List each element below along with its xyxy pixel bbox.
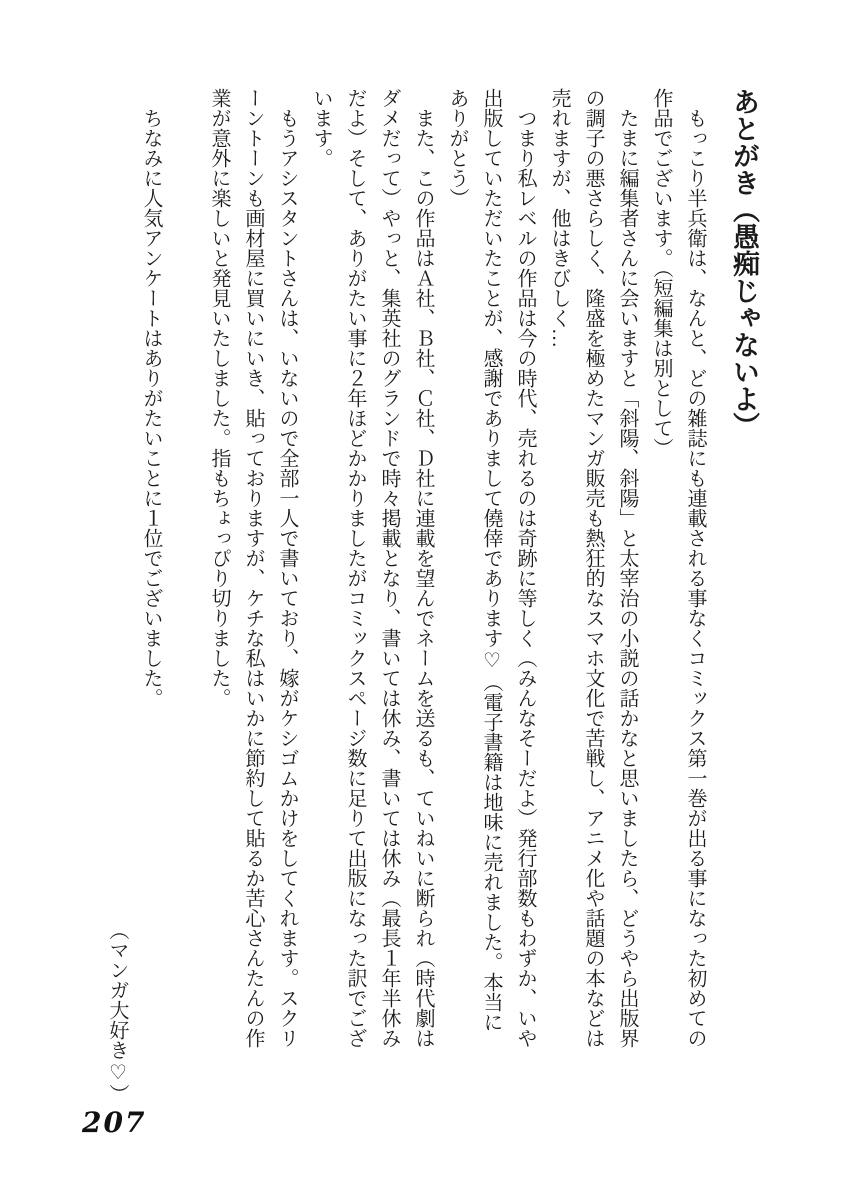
afterword-text-block bbox=[100, 88, 770, 1104]
paragraph-2: たまに編集者さんに会いますと「斜陽、斜陽」と太宰治の小説の話かなと思いましたら、どうやら出版界の調子の悪さらしく、隆盛を極めたマンガ販売も熱狂的なスマホ文化で苦戦し、アニメ化や話題の本などは売れますが、他はきびしく… bbox=[548, 88, 638, 1048]
paragraph-6: ちなみに人気アンケートはありがたいことに１位でございました。 bbox=[140, 108, 162, 708]
page-number: 207 bbox=[82, 1106, 147, 1139]
paragraph-5: もうアシスタントさんは、いないので全部一人で書いており、嫁がケシゴムかけをしてくれます。スクリーントーンも画材屋に買いにいき、貼っておりますが、ケチな私はいかに節約して貼るか苦心さんたんの作業が意外に楽しいと発見いたしました。指もちょっぴり切りました。 bbox=[208, 88, 298, 1048]
paragraph-4: また、この作品はＡ社、Ｂ社、Ｃ社、Ｄ社に連載を望んでネームを送るも、ていねいに断られ（時代劇はダメだって）やっと、集英社のグランドで時々掲載となり、書いては休み、書いては休み（最長１年半休みだよ）そして、ありがたい事に２年ほどかかりましたがコミックスページ数に足りて出版になった訳でございます。 bbox=[310, 88, 434, 1048]
paragraph-3: つまり私レベルの作品は今の時代、売れるのは奇跡に等しく（みんなそーだよ）発行部数もわずか、いや出版していただいたことが、感謝でありまして僥倖であります♡（電子書籍は地味に売れました。本当にありがとう） bbox=[446, 88, 536, 1048]
paragraph-1: もっこり半兵衛は、なんと、どの雑誌にも連載される事なくコミックス第一巻が出る事になった初めての作品でございます。（短編集は別として） bbox=[650, 88, 706, 1048]
afterword-title: あとがき（愚痴じゃないよ） bbox=[729, 88, 759, 439]
closing-signature: （マンガ大好き♡） bbox=[106, 920, 128, 1104]
